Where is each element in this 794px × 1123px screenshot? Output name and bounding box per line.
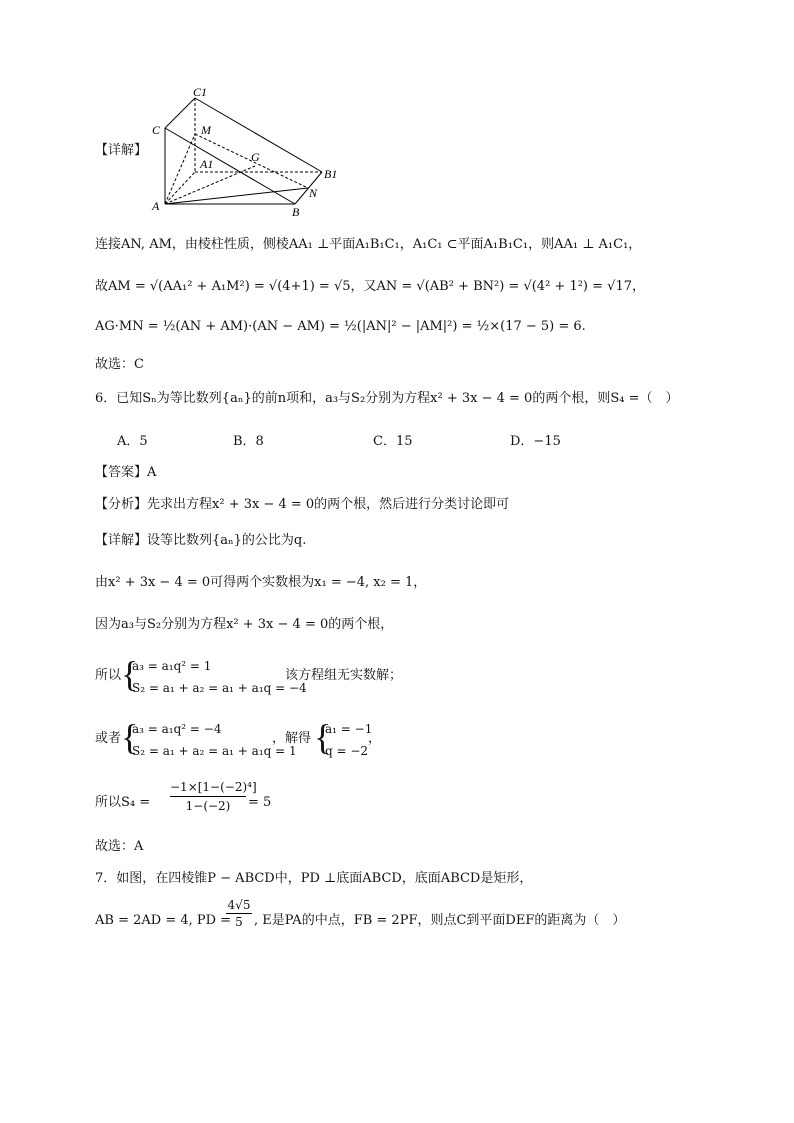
q7-fraction-den: 5 bbox=[235, 915, 243, 929]
q7-fraction bbox=[226, 898, 252, 929]
detail-label-q5: 【详解】 bbox=[95, 143, 148, 158]
solution5-line3: AG·MN = ½(AN + AM)·(AN − AM) = ½(|AN|² − |AM|²) = ½×(17 − 5) = 6. bbox=[95, 319, 586, 334]
q6-case2-eq1: a₃ = a₁q² = −4 bbox=[132, 722, 222, 736]
label-M: M bbox=[201, 123, 211, 137]
q6-case1-eq1: a₃ = a₁q² = 1 bbox=[132, 659, 212, 673]
q6-answer-line: 故选：A bbox=[95, 839, 144, 854]
q6-case2-brace: { bbox=[121, 717, 139, 757]
q6-case1-system bbox=[132, 655, 307, 699]
q6-option-d: D．−15 bbox=[510, 434, 561, 449]
q6-final-fraction bbox=[170, 780, 257, 813]
q6-answer: A bbox=[147, 465, 157, 480]
q7-line2a: AB = 2AD = 4, PD = bbox=[95, 913, 232, 928]
q6-final-prefix: 所以S₄ = bbox=[95, 795, 151, 810]
q7-fraction-num: 4√5 bbox=[227, 898, 251, 912]
q6-step2: 因为a₃与S₂分别为方程x² + 3x − 4 = 0的两个根， bbox=[95, 617, 394, 632]
q6-final-numerator: −1×[1−(−2)⁴] bbox=[170, 780, 246, 797]
label-A: A bbox=[152, 199, 160, 213]
q6-analysis-row bbox=[95, 496, 509, 514]
edge-C-B bbox=[165, 128, 295, 204]
q6-detail-row bbox=[95, 532, 306, 550]
q6-case2-sol2: q = −2 bbox=[325, 744, 369, 758]
prism-figure bbox=[150, 82, 350, 217]
solution5-line1: 连接AN, AM，由棱柱性质，侧棱AA₁ ⊥平面A₁B₁C₁，A₁C₁ ⊂平面A₁B₁C₁，则AA₁ ⊥ A₁C₁， bbox=[95, 237, 642, 252]
q6-case2-mid: ，解得 bbox=[272, 731, 312, 746]
q6-option-a: A．5 bbox=[117, 434, 148, 449]
label-G: G bbox=[251, 150, 260, 164]
label-B1: B1 bbox=[324, 167, 338, 181]
q6-case1-brace: { bbox=[121, 654, 139, 694]
solution5-line2: 故AM = √(AA₁² + A₁M²) = √(4+1) = √5，又AN = √(AB² + BN²) = √(4² + 1²) = √17， bbox=[95, 279, 645, 294]
q6-case2-sol-brace: { bbox=[314, 717, 332, 757]
label-B: B bbox=[292, 205, 300, 217]
label-A1: A1 bbox=[200, 157, 214, 171]
q6-answer-row bbox=[95, 464, 156, 482]
q6-detail: 设等比数列{aₙ}的公比为q. bbox=[147, 533, 307, 548]
q6-case2-prefix: 或者 bbox=[95, 731, 122, 746]
q6-option-c: C．15 bbox=[373, 434, 413, 449]
edge-A-A1 bbox=[165, 172, 195, 204]
q6-step1: 由x² + 3x − 4 = 0可得两个实数根为x₁ = −4, x₂ = 1， bbox=[95, 575, 427, 590]
label-C1: C1 bbox=[193, 85, 208, 99]
q6-case2-solution bbox=[325, 718, 372, 762]
q6-analysis: 先求出方程x² + 3x − 4 = 0的两个根，然后进行分类讨论即可 bbox=[147, 497, 510, 512]
q6-stem: 6．已知Sₙ为等比数列{aₙ}的前n项和，a₃与S₂分别为方程x² + 3x − 4 = 0的两个根，则S₄ =（ ） bbox=[95, 391, 679, 406]
q6-case2-eq2: S₂ = a₁ + a₂ = a₁ + a₁q = 1 bbox=[132, 744, 297, 758]
q6-case1-eq2: S₂ = a₁ + a₂ = a₁ + a₁q = −4 bbox=[132, 681, 307, 695]
label-N: N bbox=[309, 186, 318, 200]
q6-detail-label: 【详解】 bbox=[95, 533, 148, 548]
q7-line2b: , E是PA的中点，FB = 2PF，则点C到平面DEF的距离为（ ） bbox=[254, 913, 626, 928]
edge-C-C1 bbox=[165, 98, 195, 128]
q6-answer-label: 【答案】 bbox=[95, 465, 148, 480]
q7-line1: 7．如图，在四棱锥P − ABCD中，PD ⊥底面ABCD，底面ABCD是矩形， bbox=[95, 871, 533, 886]
q6-case2-end: ， bbox=[368, 731, 382, 746]
solution5-answer: 故选：C bbox=[95, 357, 144, 372]
q6-final-result: = 5 bbox=[248, 795, 272, 810]
q6-final-denominator: 1−(−2) bbox=[185, 799, 231, 813]
q6-case2-sol1: a₁ = −1 bbox=[325, 722, 373, 736]
label-C: C bbox=[152, 123, 161, 137]
q6-case1-prefix: 所以 bbox=[95, 668, 122, 683]
segment-A-N bbox=[165, 188, 308, 204]
q6-analysis-label: 【分析】 bbox=[95, 497, 148, 512]
q6-case1-suffix: 该方程组无实数解； bbox=[285, 668, 403, 683]
q6-option-b: B．8 bbox=[233, 434, 264, 449]
